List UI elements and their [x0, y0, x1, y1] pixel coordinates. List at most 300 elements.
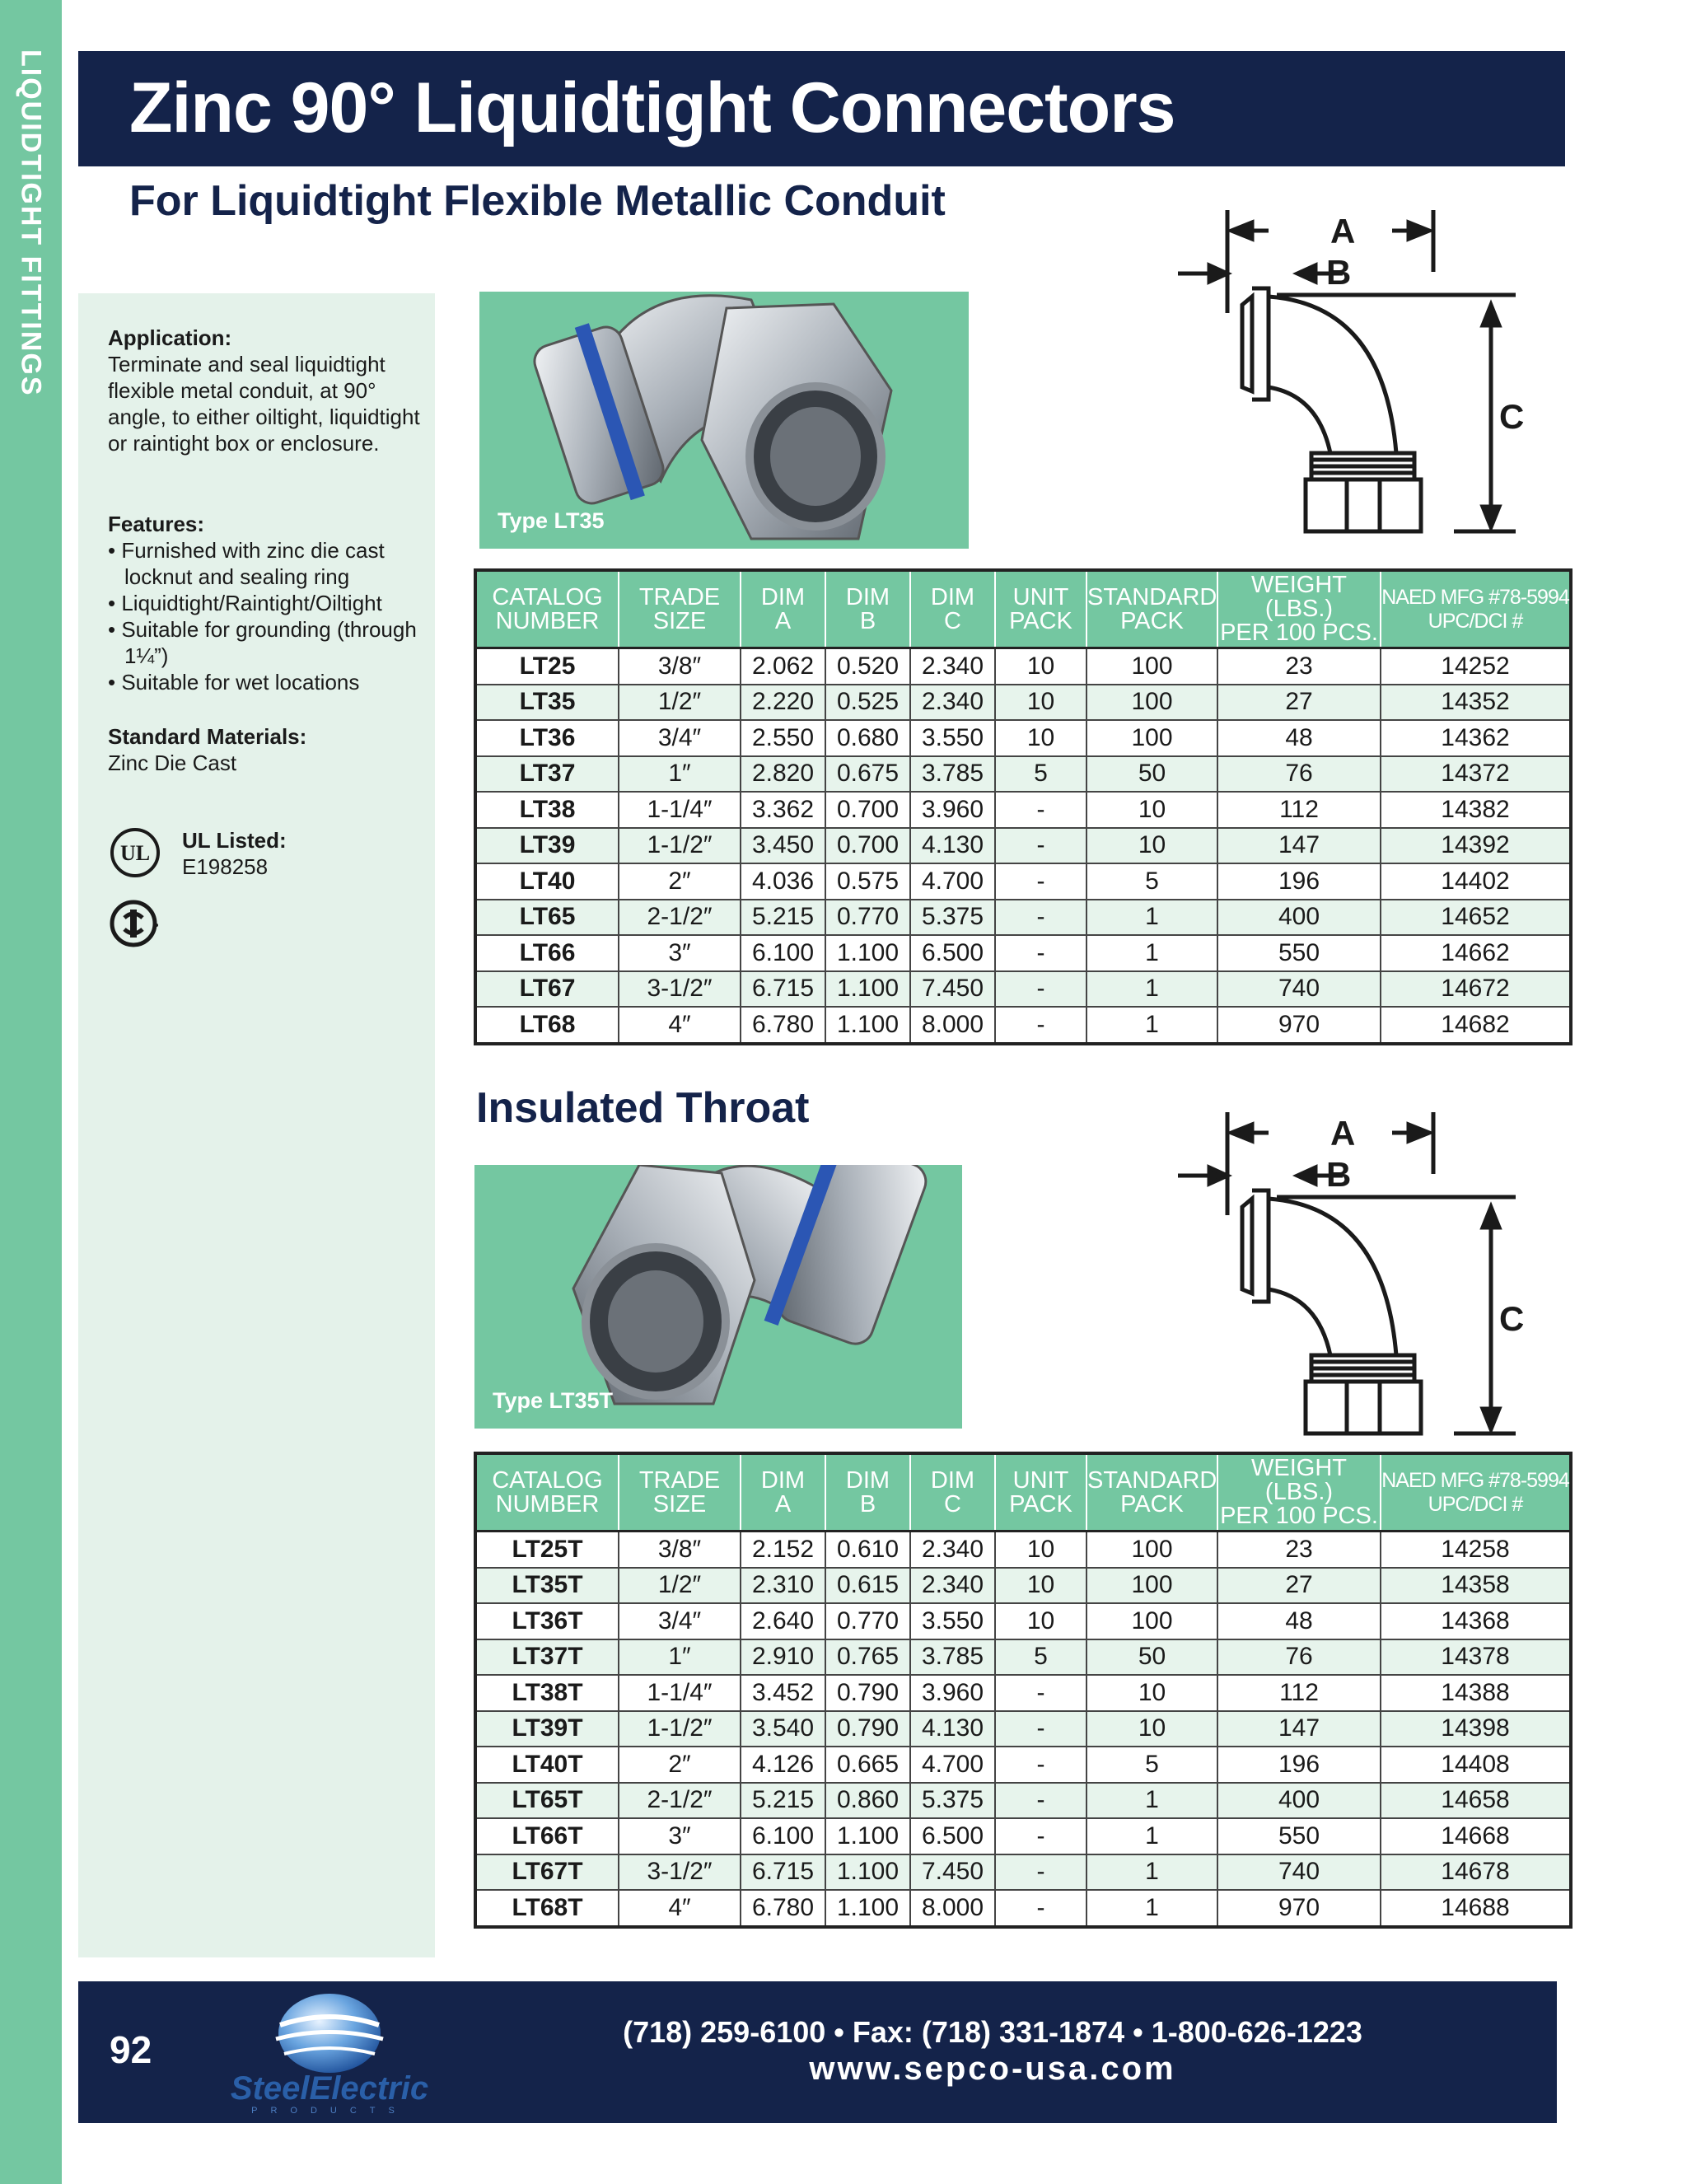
features-heading: Features: — [108, 512, 205, 536]
column-header — [825, 1453, 910, 1532]
table-cell: 0.665 — [825, 1747, 910, 1783]
catalog-number-cell: LT36T — [475, 1603, 619, 1639]
column-header — [619, 1453, 741, 1532]
table-cell: 50 — [1087, 1639, 1217, 1676]
table-cell: 2.340 — [910, 1532, 995, 1568]
svg-text:UL: UL — [119, 841, 151, 865]
column-header-line: TRADE — [638, 583, 721, 610]
table-cell: 76 — [1217, 756, 1381, 793]
catalog-number-cell: LT38T — [475, 1675, 619, 1711]
table-cell: 400 — [1217, 900, 1381, 936]
table-cell: 4.036 — [741, 863, 825, 900]
page-number: 92 — [110, 2028, 152, 2071]
column-header-line: UNIT — [1012, 583, 1069, 610]
globe-logo-icon — [202, 1988, 457, 2074]
table-cell: 1 — [1087, 971, 1217, 1008]
table-cell: - — [995, 828, 1087, 864]
application-block — [108, 325, 421, 456]
table-cell: - — [995, 971, 1087, 1008]
table-cell: 740 — [1217, 971, 1381, 1008]
table-row — [475, 1854, 1571, 1891]
table-cell: 14362 — [1381, 720, 1571, 756]
column-header-line: SIZE — [652, 607, 707, 634]
table-cell: 6.100 — [741, 935, 825, 971]
column-header-line: DIM — [760, 1466, 806, 1494]
catalog-number-cell: LT40 — [475, 863, 619, 900]
dim-a-label: A — [1330, 212, 1356, 250]
catalog-number-cell: LT35 — [475, 685, 619, 721]
table-row — [475, 1783, 1571, 1819]
table-cell: 100 — [1087, 720, 1217, 756]
application-heading: Application: — [108, 325, 232, 350]
catalog-number-cell: LT65 — [475, 900, 619, 936]
dim-b-label: B — [1326, 253, 1352, 292]
catalog-number-cell: LT66 — [475, 935, 619, 971]
brand-subname: PRODUCTS — [251, 2106, 408, 2116]
table-cell: 1/2″ — [619, 685, 741, 721]
spec-table-insulated — [474, 1452, 1573, 1929]
catalog-number-cell: LT36 — [475, 720, 619, 756]
column-header — [1217, 1453, 1381, 1532]
table-row — [475, 720, 1571, 756]
table-cell: 100 — [1087, 1532, 1217, 1568]
table-row — [475, 685, 1571, 721]
table-cell: 970 — [1217, 1890, 1381, 1927]
column-header — [1381, 1453, 1571, 1532]
table-cell: 3-1/2″ — [619, 971, 741, 1008]
table-cell: 3.452 — [741, 1675, 825, 1711]
table-cell: 1.100 — [825, 1007, 910, 1044]
column-header-line: DIM — [930, 583, 975, 610]
table-cell: 10 — [995, 1532, 1087, 1568]
table-cell: 3.450 — [741, 828, 825, 864]
table-row — [475, 863, 1571, 900]
table-cell: 14682 — [1381, 1007, 1571, 1044]
table-row — [475, 648, 1571, 685]
table-cell: 1 — [1087, 1818, 1217, 1854]
brand-logo — [202, 1988, 457, 2120]
table-cell: - — [995, 900, 1087, 936]
feature-item: • Liquidtight/Raintight/Oiltight — [108, 591, 382, 615]
column-header — [825, 570, 910, 648]
table-cell: 100 — [1087, 685, 1217, 721]
table-cell: 6.715 — [741, 971, 825, 1008]
table-cell: 4.700 — [910, 863, 995, 900]
table-cell: 6.100 — [741, 1818, 825, 1854]
catalog-number-cell: LT38 — [475, 792, 619, 828]
catalog-number-cell: LT39 — [475, 828, 619, 864]
column-header-line: TRADE — [638, 1466, 721, 1494]
table-cell: 14252 — [1381, 648, 1571, 685]
section-heading-insulated-throat: Insulated Throat — [476, 1084, 810, 1132]
page-subtitle: For Liquidtight Flexible Metallic Conduit — [129, 177, 946, 225]
feature-item: • Suitable for grounding (through 1¼”) — [108, 617, 417, 668]
column-header — [910, 1453, 995, 1532]
table-cell: 4.126 — [741, 1747, 825, 1783]
table-cell: 4″ — [619, 1007, 741, 1044]
table-cell: - — [995, 1854, 1087, 1891]
table-cell: 76 — [1217, 1639, 1381, 1676]
column-header-line: DIM — [760, 583, 806, 610]
table-cell: 2.820 — [741, 756, 825, 793]
dimension-diagram-insulated-icon — [1170, 1108, 1532, 1454]
catalog-number-cell: LT37T — [475, 1639, 619, 1676]
table-cell: 147 — [1217, 828, 1381, 864]
table-cell: 1″ — [619, 756, 741, 793]
table-cell: 0.790 — [825, 1675, 910, 1711]
table-cell: 3.550 — [910, 720, 995, 756]
table-cell: 0.675 — [825, 756, 910, 793]
table-cell: 100 — [1087, 1568, 1217, 1604]
spec-table-standard — [474, 568, 1573, 1045]
table-cell: 5 — [1087, 1747, 1217, 1783]
table-cell: 6.500 — [910, 1818, 995, 1854]
ul-number: E198258 — [182, 854, 269, 879]
table-cell: 112 — [1217, 1675, 1381, 1711]
table-cell: 3/8″ — [619, 648, 741, 685]
table-cell: 0.770 — [825, 1603, 910, 1639]
column-header — [741, 570, 825, 648]
column-header — [1087, 570, 1217, 648]
column-header — [995, 570, 1087, 648]
table-cell: 27 — [1217, 1568, 1381, 1604]
table-cell: 3.960 — [910, 1675, 995, 1711]
table-cell: 14688 — [1381, 1890, 1571, 1927]
materials-heading: Standard Materials: — [108, 724, 307, 749]
catalog-number-cell: LT39T — [475, 1711, 619, 1747]
product-photo-lt35t — [474, 1165, 962, 1429]
table-cell: 7.450 — [910, 971, 995, 1008]
column-header-line: SIZE — [652, 1490, 707, 1518]
table-cell: 10 — [995, 1568, 1087, 1604]
column-header-line: DIM — [930, 1466, 975, 1494]
table-cell: - — [995, 1747, 1087, 1783]
table-cell: 2.340 — [910, 648, 995, 685]
dim-c-label: C — [1499, 1299, 1525, 1338]
table-cell: 14258 — [1381, 1532, 1571, 1568]
table-cell: 3.785 — [910, 1639, 995, 1676]
page-title: Zinc 90° Liquidtight Connectors — [129, 68, 1175, 147]
table-cell: 3.550 — [910, 1603, 995, 1639]
table-cell: 3.540 — [741, 1711, 825, 1747]
table-cell: 0.680 — [825, 720, 910, 756]
table-cell: 5 — [995, 1639, 1087, 1676]
column-header-line: NUMBER — [495, 1490, 600, 1518]
table-cell: 1.100 — [825, 1818, 910, 1854]
table-cell: - — [995, 792, 1087, 828]
table-cell: 1 — [1087, 1854, 1217, 1891]
catalog-number-cell: LT65T — [475, 1783, 619, 1819]
table-cell: 14378 — [1381, 1639, 1571, 1676]
table-cell: 14352 — [1381, 685, 1571, 721]
table-row — [475, 1603, 1571, 1639]
table-cell: 2.550 — [741, 720, 825, 756]
column-header-line: PACK — [1120, 607, 1184, 634]
table-cell: 14402 — [1381, 863, 1571, 900]
features-block — [108, 511, 421, 695]
dimension-diagram-icon — [1170, 206, 1532, 552]
table-cell: 10 — [1087, 828, 1217, 864]
table-row — [475, 756, 1571, 793]
table-cell: 4″ — [619, 1890, 741, 1927]
table-cell: 14668 — [1381, 1818, 1571, 1854]
table-cell: - — [995, 1007, 1087, 1044]
contact-info — [515, 2014, 1470, 2087]
table-cell: - — [995, 863, 1087, 900]
materials-text: Zinc Die Cast — [108, 751, 237, 775]
column-header-line: PER 100 PCS. — [1220, 1503, 1378, 1529]
table-cell: 740 — [1217, 1854, 1381, 1891]
table-cell: 2.910 — [741, 1639, 825, 1676]
product-type-label: Type LT35T — [493, 1388, 614, 1413]
phone-line: (718) 259-6100 • Fax: (718) 331-1874 • 1-800-626-1223 — [623, 2015, 1362, 2049]
table-row — [475, 1711, 1571, 1747]
table-cell: 4.700 — [910, 1747, 995, 1783]
column-header — [741, 1453, 825, 1532]
catalog-number-cell: LT67T — [475, 1854, 619, 1891]
table-cell: 112 — [1217, 792, 1381, 828]
table-cell: 1-1/2″ — [619, 1711, 741, 1747]
csa-logo-icon — [110, 898, 161, 949]
table-cell: 10 — [1087, 1711, 1217, 1747]
table-cell: 3/8″ — [619, 1532, 741, 1568]
table-cell: 5.215 — [741, 1783, 825, 1819]
table-cell: 0.575 — [825, 863, 910, 900]
catalog-number-cell: LT35T — [475, 1568, 619, 1604]
table-cell: 1 — [1087, 1007, 1217, 1044]
table-cell: 48 — [1217, 1603, 1381, 1639]
table-cell: 1-1/4″ — [619, 792, 741, 828]
table-cell: 6.500 — [910, 935, 995, 971]
table-cell: 2-1/2″ — [619, 900, 741, 936]
column-header-line: CATALOG — [492, 583, 603, 610]
table-cell: 2″ — [619, 863, 741, 900]
table-cell: 2.640 — [741, 1603, 825, 1639]
catalog-number-cell: LT66T — [475, 1818, 619, 1854]
table-cell: 3.785 — [910, 756, 995, 793]
table-cell: 2.340 — [910, 1568, 995, 1604]
table-cell: 14678 — [1381, 1854, 1571, 1891]
table-cell: 6.715 — [741, 1854, 825, 1891]
catalog-number-cell: LT68 — [475, 1007, 619, 1044]
column-header-line: WEIGHT (LBS.) — [1251, 572, 1347, 622]
table-row — [475, 1007, 1571, 1044]
table-cell: 14408 — [1381, 1747, 1571, 1783]
table-cell: 196 — [1217, 1747, 1381, 1783]
table-cell: 1″ — [619, 1639, 741, 1676]
dim-c-label: C — [1499, 397, 1525, 436]
table-cell: - — [995, 935, 1087, 971]
table-cell: 14368 — [1381, 1603, 1571, 1639]
ul-block — [182, 827, 413, 880]
column-header-line: DIM — [845, 583, 890, 610]
catalog-number-cell: LT25 — [475, 648, 619, 685]
column-header-line: NAED MFG #78-5994 — [1381, 1468, 1569, 1492]
table-cell: - — [995, 1818, 1087, 1854]
table-cell: 1-1/2″ — [619, 828, 741, 864]
column-header-line: PER 100 PCS. — [1220, 620, 1378, 646]
table-cell: - — [995, 1711, 1087, 1747]
table-cell: 100 — [1087, 1603, 1217, 1639]
table-cell: 2″ — [619, 1747, 741, 1783]
table-cell: 1.100 — [825, 935, 910, 971]
column-header-line: PACK — [1009, 1490, 1072, 1518]
table-cell: 14392 — [1381, 828, 1571, 864]
column-header-line: NAED MFG #78-5994 — [1381, 585, 1569, 609]
column-header — [995, 1453, 1087, 1532]
column-header-line: C — [944, 607, 961, 634]
table-cell: 10 — [1087, 1675, 1217, 1711]
catalog-number-cell: LT25T — [475, 1532, 619, 1568]
info-panel — [78, 293, 435, 1957]
product-photo-lt35 — [479, 292, 969, 549]
table-cell: 1 — [1087, 1890, 1217, 1927]
table-cell: 14662 — [1381, 935, 1571, 971]
table-cell: 196 — [1217, 863, 1381, 900]
table-cell: 2.220 — [741, 685, 825, 721]
table-cell: 3″ — [619, 1818, 741, 1854]
table-cell: 970 — [1217, 1007, 1381, 1044]
table-cell: 5.375 — [910, 900, 995, 936]
table-cell: 23 — [1217, 1532, 1381, 1568]
column-header-line: UNIT — [1012, 1466, 1069, 1494]
table-row — [475, 1639, 1571, 1676]
table-row — [475, 1568, 1571, 1604]
column-header — [1381, 570, 1571, 648]
column-header — [1087, 1453, 1217, 1532]
materials-block — [108, 723, 421, 776]
column-header-line: A — [774, 1490, 792, 1518]
table-cell: 0.765 — [825, 1639, 910, 1676]
table-cell: 0.770 — [825, 900, 910, 936]
catalog-number-cell: LT67 — [475, 971, 619, 1008]
table-cell: 0.615 — [825, 1568, 910, 1604]
table-cell: 2.340 — [910, 685, 995, 721]
table-cell: 1-1/4″ — [619, 1675, 741, 1711]
table-cell: 0.520 — [825, 648, 910, 685]
table-cell: 14358 — [1381, 1568, 1571, 1604]
section-tab-label: LIQUIDTIGHT FITTINGS — [15, 49, 47, 397]
table-cell: 10 — [995, 648, 1087, 685]
table-row — [475, 935, 1571, 971]
column-header-line: CATALOG — [492, 1466, 603, 1494]
table-cell: 14388 — [1381, 1675, 1571, 1711]
table-cell: 27 — [1217, 685, 1381, 721]
footer-bar — [78, 1981, 1557, 2123]
catalog-number-cell: LT37 — [475, 756, 619, 793]
table-cell: 550 — [1217, 1818, 1381, 1854]
brand-name: SteelElectric — [230, 2070, 429, 2107]
table-cell: 1/2″ — [619, 1568, 741, 1604]
table-row — [475, 900, 1571, 936]
column-header-line: B — [859, 607, 876, 634]
table-cell: 8.000 — [910, 1007, 995, 1044]
column-header-line: B — [859, 1490, 876, 1518]
table-cell: 1.100 — [825, 1890, 910, 1927]
table-cell: 5.375 — [910, 1783, 995, 1819]
table-cell: 10 — [995, 685, 1087, 721]
table-row — [475, 1890, 1571, 1927]
table-cell: 14652 — [1381, 900, 1571, 936]
table-cell: - — [995, 1890, 1087, 1927]
table-cell: 23 — [1217, 648, 1381, 685]
table-cell: 550 — [1217, 935, 1381, 971]
table-cell: 5 — [995, 756, 1087, 793]
table-cell: 100 — [1087, 648, 1217, 685]
table-cell: 3/4″ — [619, 1603, 741, 1639]
table-row — [475, 1675, 1571, 1711]
ul-heading: UL Listed: — [182, 828, 287, 853]
table-row — [475, 1532, 1571, 1568]
table-cell: - — [995, 1783, 1087, 1819]
table-cell: 14658 — [1381, 1783, 1571, 1819]
table-cell: 3.960 — [910, 792, 995, 828]
column-header-line: A — [774, 607, 792, 634]
column-header — [1217, 570, 1381, 648]
table-cell: 10 — [1087, 792, 1217, 828]
table-cell: 2.310 — [741, 1568, 825, 1604]
table-cell: 0.790 — [825, 1711, 910, 1747]
table-cell: 10 — [995, 1603, 1087, 1639]
dim-b-label: B — [1326, 1155, 1352, 1194]
table-cell: 2-1/2″ — [619, 1783, 741, 1819]
table-cell: 6.780 — [741, 1890, 825, 1927]
table-cell: 400 — [1217, 1783, 1381, 1819]
table-cell: 50 — [1087, 756, 1217, 793]
table-cell: 5.215 — [741, 900, 825, 936]
website-link[interactable]: www.sepco-usa.com — [809, 2051, 1176, 2087]
table-cell: 14372 — [1381, 756, 1571, 793]
table-cell: 0.610 — [825, 1532, 910, 1568]
column-header — [910, 570, 995, 648]
table-row — [475, 828, 1571, 864]
table-cell: 0.700 — [825, 828, 910, 864]
column-header-line: PACK — [1009, 607, 1072, 634]
table-cell: 2.152 — [741, 1532, 825, 1568]
table-cell: 0.525 — [825, 685, 910, 721]
column-header-line: NUMBER — [495, 607, 600, 634]
table-row — [475, 971, 1571, 1008]
column-header-line: UPC/DCI # — [1428, 609, 1523, 633]
column-header-line: C — [944, 1490, 961, 1518]
table-row — [475, 1747, 1571, 1783]
column-header-line: PACK — [1120, 1490, 1184, 1518]
column-header-line: STANDARD — [1087, 1466, 1217, 1494]
table-cell: 4.130 — [910, 1711, 995, 1747]
table-cell: 5 — [1087, 863, 1217, 900]
catalog-number-cell: LT68T — [475, 1890, 619, 1927]
title-bar — [78, 51, 1565, 166]
table-row — [475, 1818, 1571, 1854]
table-cell: 1 — [1087, 900, 1217, 936]
table-cell: 8.000 — [910, 1890, 995, 1927]
product-type-label: Type LT35 — [498, 508, 605, 533]
column-header — [475, 1453, 619, 1532]
column-header — [475, 570, 619, 648]
table-header-row — [475, 1453, 1571, 1532]
table-cell: - — [995, 1675, 1087, 1711]
table-cell: 14672 — [1381, 971, 1571, 1008]
table-cell: 1.100 — [825, 1854, 910, 1891]
table-cell: 48 — [1217, 720, 1381, 756]
table-cell: 0.860 — [825, 1783, 910, 1819]
table-cell: 0.700 — [825, 792, 910, 828]
table-cell: 7.450 — [910, 1854, 995, 1891]
column-header-line: DIM — [845, 1466, 890, 1494]
column-header-line: STANDARD — [1087, 583, 1217, 610]
side-strip — [0, 0, 62, 2184]
table-cell: 2.062 — [741, 648, 825, 685]
